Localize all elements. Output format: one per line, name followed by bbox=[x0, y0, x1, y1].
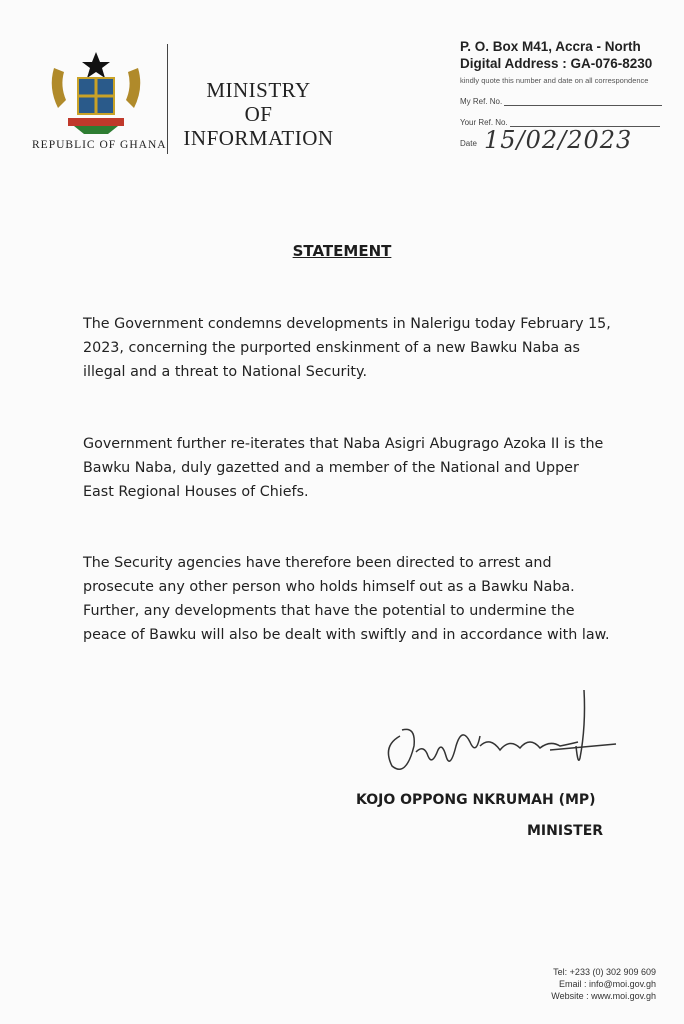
paragraph: Government further re-iterates that Naba Asigri Abugrago Azoka II is the Bawku Naba, duly gazetted and a member of the National and Upper East Regional Houses of Chiefs. bbox=[83, 436, 604, 500]
signatory-title: MINISTER bbox=[527, 823, 604, 839]
ministry-name bbox=[176, 78, 341, 150]
address-block bbox=[460, 38, 652, 72]
my-ref-line bbox=[504, 96, 662, 106]
signature bbox=[380, 686, 620, 782]
contact-footer bbox=[551, 966, 656, 1002]
website: Website : www.moi.gov.gh bbox=[551, 991, 656, 1001]
telephone: Tel: +233 (0) 302 909 609 bbox=[553, 967, 656, 977]
your-ref-label: Your Ref. No. bbox=[460, 118, 508, 127]
digital-address: Digital Address : GA-076-8230 bbox=[460, 56, 653, 71]
document-title: STATEMENT bbox=[292, 242, 392, 260]
divider bbox=[167, 44, 168, 154]
ministry-line: MINISTRY bbox=[206, 78, 311, 102]
ministry-line: OF bbox=[244, 102, 273, 126]
ghana-coat-of-arms-icon bbox=[44, 48, 148, 138]
republic-of-ghana-label: REPUBLIC OF GHANA bbox=[32, 139, 167, 151]
date-value: 15/02/2023 bbox=[484, 126, 633, 154]
my-ref-field bbox=[460, 96, 662, 106]
email: Email : info@moi.gov.gh bbox=[558, 979, 656, 989]
paragraph: The Government condemns developments in Nalerigu today February 15, 2023, concerning the purported enskinment of a new Bawku Naba as illegal and a threat to National Security. bbox=[83, 316, 611, 380]
paragraph: The Security agencies have therefore been directed to arrest and prosecute any other person who holds himself out as a Bawku Naba. Further, any developments that have the potential to undermine the peace of Bawku will also be dealt with swiftly and in accordance with law. bbox=[83, 555, 610, 643]
signatory-name: KOJO OPPONG NKRUMAH (MP) bbox=[356, 792, 596, 808]
date-label: Date bbox=[460, 139, 477, 148]
quote-note: kindly quote this number and date on all correspondence bbox=[460, 76, 649, 85]
ministry-line: INFORMATION bbox=[183, 126, 334, 150]
my-ref-label: My Ref. No. bbox=[460, 97, 503, 106]
postal-address: P. O. Box M41, Accra - North bbox=[460, 39, 641, 54]
